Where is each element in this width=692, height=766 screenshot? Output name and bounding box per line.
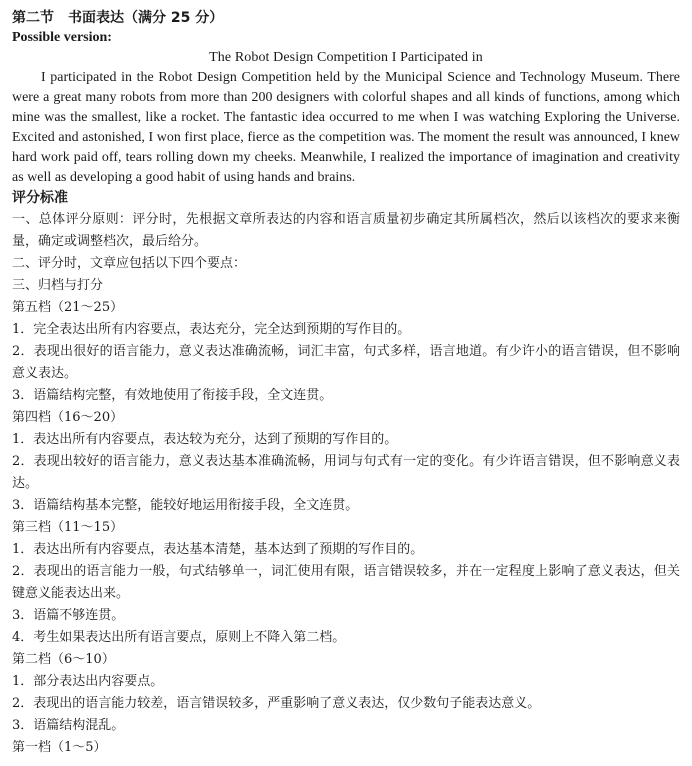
essay-title: The Robot Design Competition I Participated in [209,50,483,65]
scoring-principle-points: 二、评分时，文章应包括以下四个要点： [12,256,247,271]
level-3-item-4: 4．考生如果表达出所有语言要点，原则上不降入第二档。 [12,630,346,645]
essay-body: I participated in the Robot Design Competition held by the Municipal Science and Technology Museum. There were a great many robots from more than 200 designers with colorful shapes and all kinds of functions, among which mine was the smallest, like a rocket. The fantastic idea occurred to me when I was watching Exploring the Universe. Excited and astonished, I won first place, fierce as the competition was. The moment the result was announced, I knew hard work paid off, tears rolling down my cheeks. Meanwhile, I realized the importance of imagination and creativity as well as developing a good habit of using hands and brains. [12,70,680,185]
level-2-label: 第二档（6～10） [12,652,115,667]
level-1-label: 第一档（1～5） [12,740,107,755]
level-5-item-1: 1．完全表达出所有内容要点，表达充分，完全达到预期的写作目的。 [12,322,411,337]
level-3-label: 第三档（11～15） [12,520,124,535]
level-4-label: 第四档（16～20） [12,410,124,425]
level-2-item-3: 3．语篇结构混乱。 [12,718,125,733]
level-2-item-2: 2．表现出的语言能力较差，语言错误较多，严重影响了意义表达，仅少数句子能表达意义。 [12,696,541,711]
possible-version-label: Possible version: [12,30,112,45]
level-4-item-1: 1．表达出所有内容要点，表达较为充分，达到了预期的写作目的。 [12,432,398,447]
level-5-item-3: 3．语篇结构完整，有效地使用了衔接手段，全文连贯。 [12,388,333,403]
rubric-heading: 评分标准 [12,190,68,206]
level-5-label: 第五档（21～25） [12,300,124,315]
section-heading: 第二节 书面表达（满分 25 分） [12,10,224,26]
level-3-item-1: 1．表达出所有内容要点，表达基本清楚，基本达到了预期的写作目的。 [12,542,424,557]
level-5-item-2: 2．表现出很好的语言能力，意义表达准确流畅，词汇丰富，句式多样，语言地道。有少许小的语言错误，但不影响意义表达。 [12,344,680,381]
level-4-item-3: 3．语篇结构基本完整，能较好地运用衔接手段，全文连贯。 [12,498,359,513]
level-2-item-1: 1．部分表达出内容要点。 [12,674,164,689]
level-3-item-3: 3．语篇不够连贯。 [12,608,125,623]
level-4-item-2: 2．表现出较好的语言能力，意义表达基本准确流畅，用词与句式有一定的变化。有少许语言错误，但不影响意义表达。 [12,454,680,491]
level-3-item-2: 2．表现出的语言能力一般，句式结够单一，词汇使用有限，语言错误较多，并在一定程度上影响了意义表达，但关键意义能表达出来。 [12,564,680,601]
scoring-principle-overall: 一、总体评分原则：评分时，先根据文章所表达的内容和语言质量初步确定其所属档次，然后以该档次的要求来衡量，确定或调整档次，最后给分。 [12,212,680,249]
scoring-principle-grading: 三、归档与打分 [12,278,104,293]
